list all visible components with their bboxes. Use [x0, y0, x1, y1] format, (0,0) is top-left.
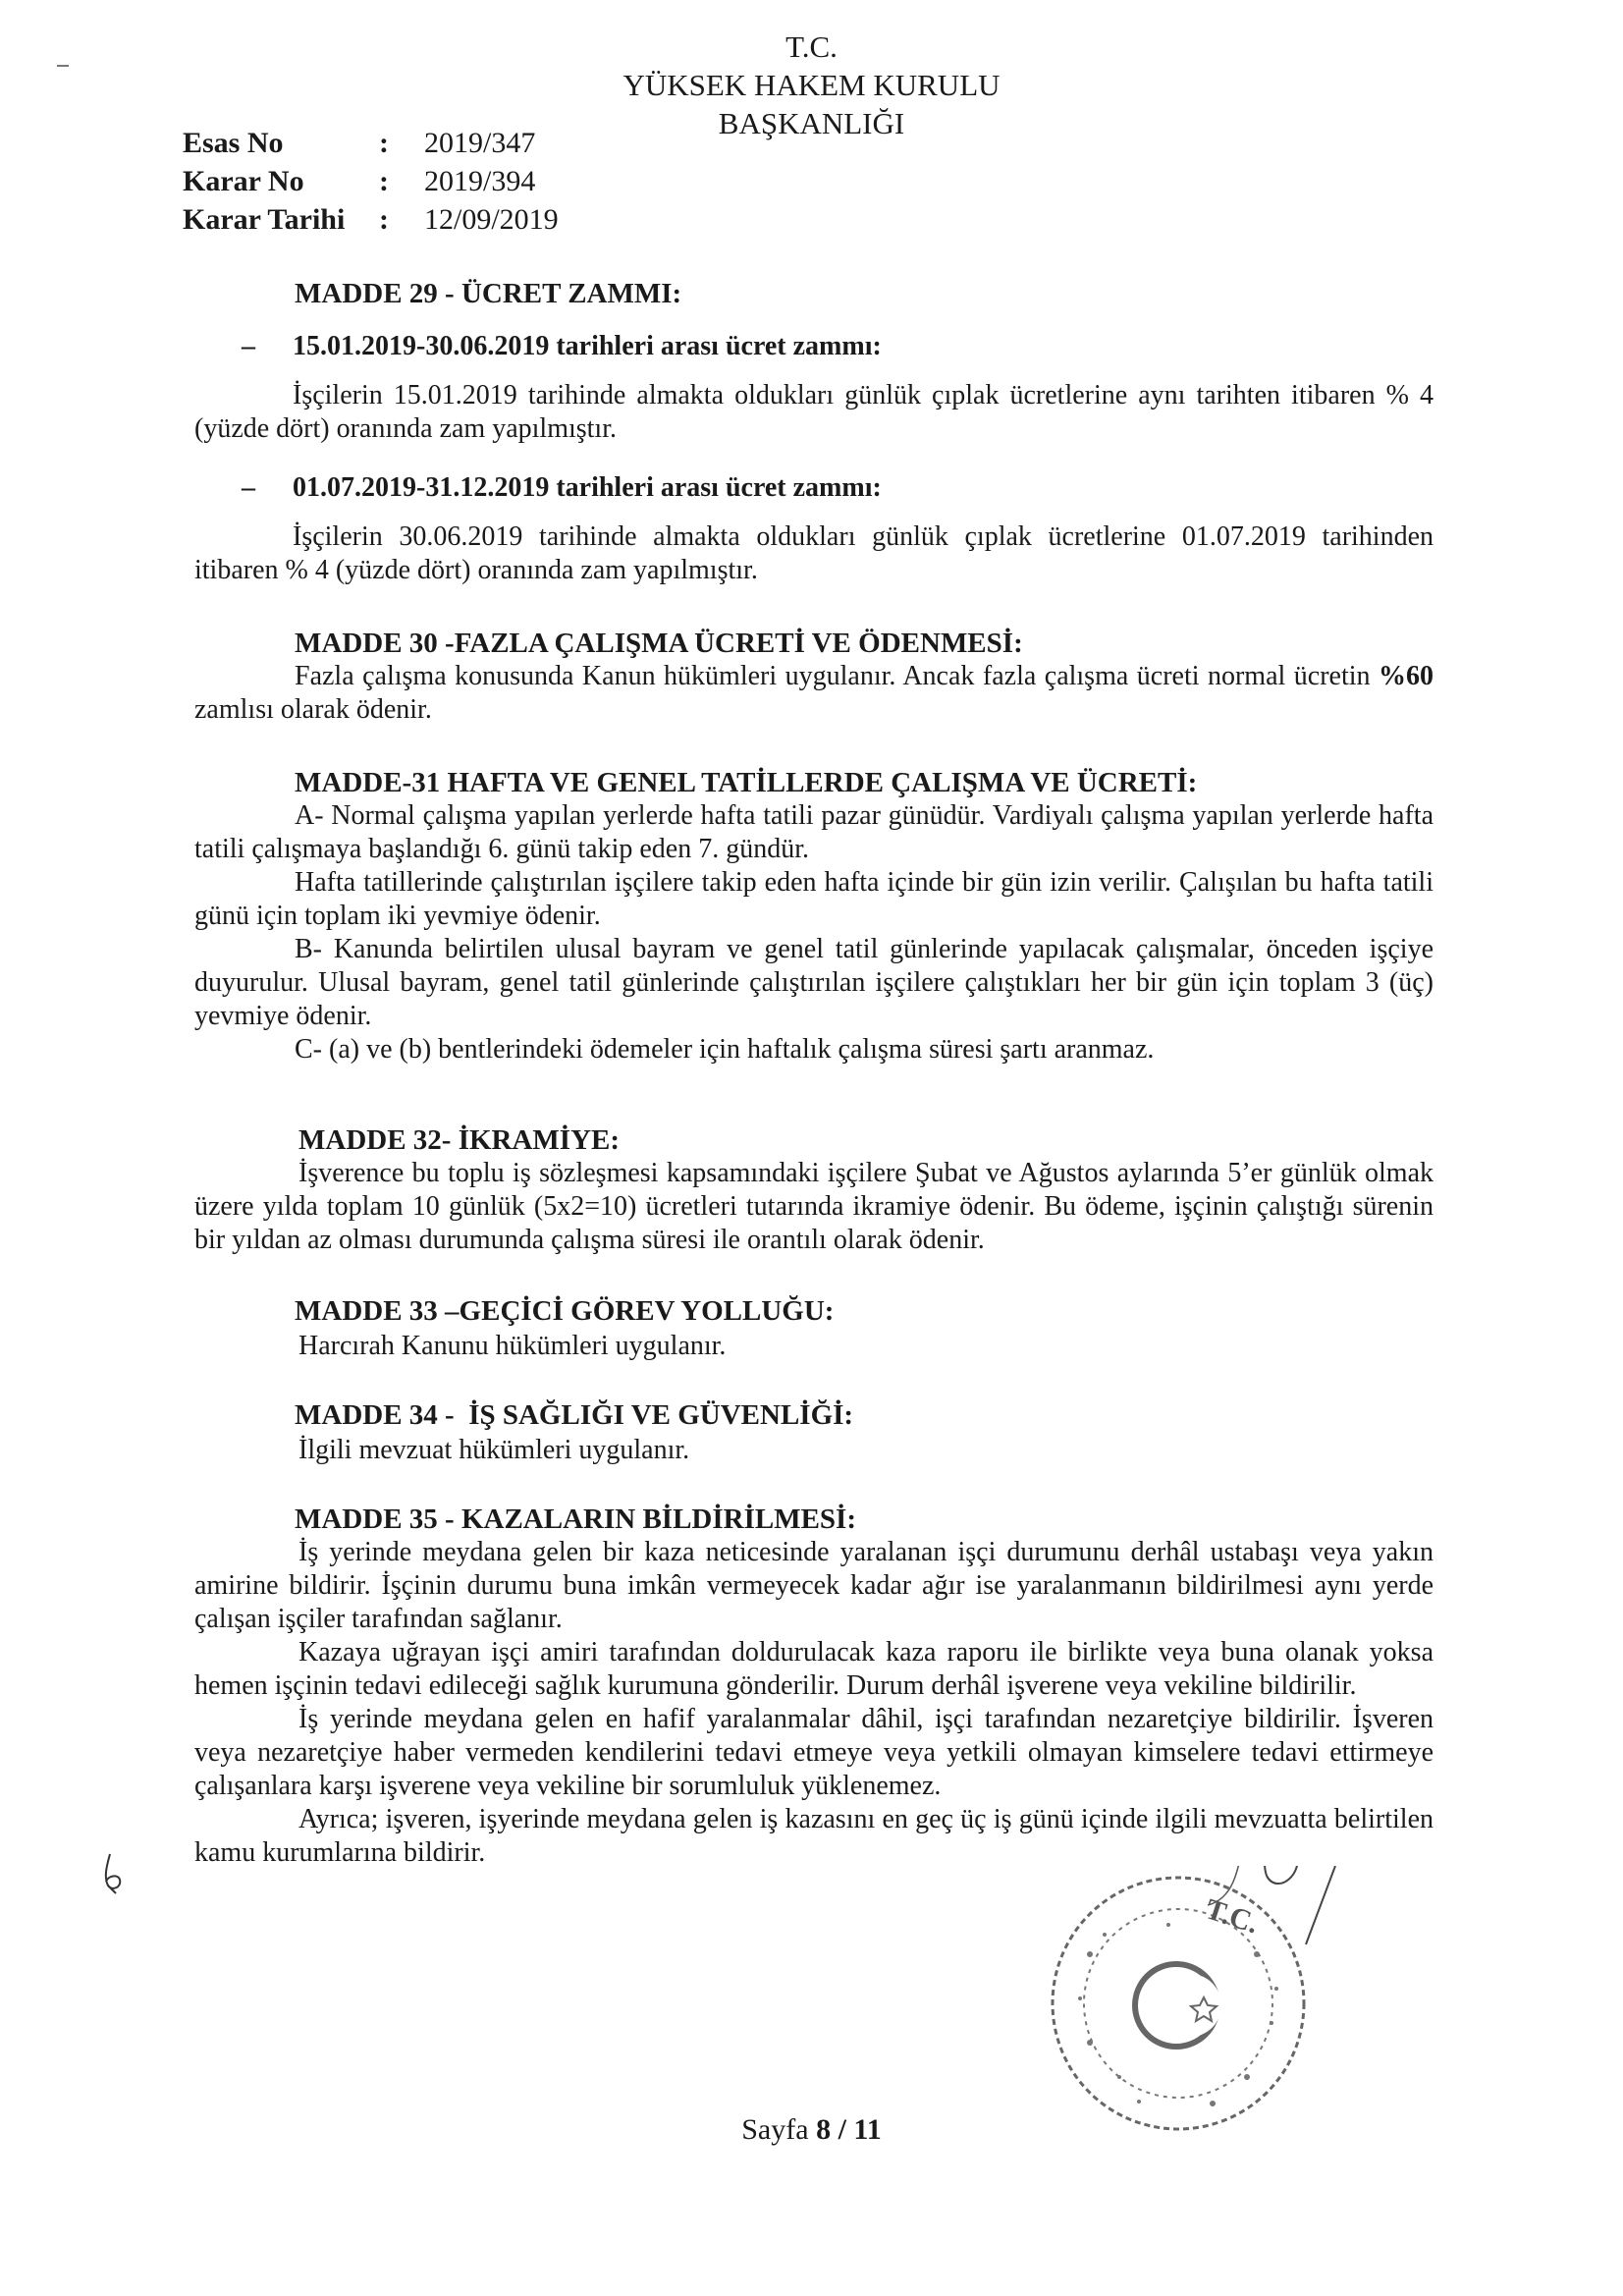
madde-31-title: MADDE-31 HAFTA VE GENEL TATİLLERDE ÇALIŞMA VE ÜCRETİ: [295, 767, 1198, 798]
madde-33-paragraph: Harcırah Kanunu hükümleri uygulanır. [298, 1331, 727, 1361]
madde-31-paragraph-c: C- (a) ve (b) bentlerindeki ödemeler için haftalık çalışma süresi şartı aranmaz. [295, 1034, 1155, 1065]
meta-label: Karar No [183, 165, 304, 197]
madde-33-text [298, 1330, 1434, 1363]
madde-29-title: MADDE 29 - ÜCRET ZAMMI: [295, 278, 682, 309]
meta-value: 12/09/2019 [424, 203, 559, 236]
meta-value: 2019/347 [424, 127, 536, 159]
meta-label: Esas No [183, 127, 284, 159]
madde-29-period2-title: – 01.07.2019-31.12.2019 tarihleri arası ücret zammı: [242, 472, 882, 503]
period2-paragraph: İşçilerin 30.06.2019 tarihinde almakta oldukları günlük çıplak ücretlerine 01.07.2019 tarihinden itibaren % 4 (yüzde dört) oranında zam yapılmıştır. [194, 521, 1434, 585]
madde-35-body [194, 1536, 1434, 1870]
madde-35-paragraph-1: İş yerinde meydana gelen bir kaza neticesinde yaralanan işçi durumunu derhâl ustabaşı veya yakın amirine bildirir. İşçinin durumu buna imkân vermeyecek kadar ağır ise yaralanmanın bildirilmesi aynı yerde çalışan işçiler tarafından sağlanır. [194, 1537, 1434, 1634]
madde-29-period2-text [194, 520, 1434, 587]
madde-31-paragraph-hafta: Hafta tatillerinde çalıştırılan işçilere takip eden hafta içinde bir gün izin verilir. Çalışılan bu hafta tatili günü için toplam iki yevmiye ödenir. [194, 867, 1434, 931]
madde-32-title: MADDE 32- İKRAMİYE: [298, 1124, 621, 1156]
period1-paragraph: İşçilerin 15.01.2019 tarihinde almakta oldukları günlük çıplak ücretlerine aynı tarihten itibaren % 4 (yüzde dört) oranında zam yapılmıştır. [194, 380, 1434, 444]
madde-34-title: MADDE 34 - İŞ SAĞLIĞI VE GÜVENLİĞİ: [295, 1399, 854, 1431]
madde-35-paragraph-3: İş yerinde meydana gelen en hafif yaralanmalar dâhil, işçi tarafından nezaretçiye bildirilir. İşveren veya nezaretçiye haber vermeden kendilerini tedavi etmeye veya yetkili olmayan kimselere tedavi ettirmeye çalışanlara karşı işverene veya vekiline bir sorumluluk yüklenemez. [194, 1704, 1434, 1801]
madde-35-paragraph-2: Kazaya uğrayan işçi amiri tarafından doldurulacak kaza raporu ile birlikte veya buna olanak yoksa hemen işçinin tedavi edileceği sağlık kurumuna gönderilir. Durum derhâl işverene veya vekiline bildirilir. [194, 1637, 1434, 1701]
madde-30-text-after: zamlısı olarak ödenir. [194, 694, 432, 725]
madde-35-paragraph-4: Ayrıca; işveren, işyerinde meydana gelen iş kazasını en geç üç iş günü içinde ilgili mevzuatta belirtilen kamu kurumlarına bildirir. [194, 1804, 1434, 1868]
madde-31-body [194, 799, 1434, 1066]
madde-33-title: MADDE 33 –GEÇİCİ GÖREV YOLLUĞU: [295, 1295, 835, 1327]
madde-31-paragraph-a: A- Normal çalışma yapılan yerlerde hafta tatili pazar günüdür. Vardiyalı çalışma yapılan yerlerde hafta tatili çalışmaya başlandığı 6. günü takip eden 7. gündür. [194, 800, 1434, 864]
madde-30-title: MADDE 30 -FAZLA ÇALIŞMA ÜCRETİ VE ÖDENMESİ: [295, 628, 1023, 659]
madde-29-period1-text [194, 379, 1434, 446]
seal-text: T.C. [1201, 1892, 1263, 1941]
madde-34-text [298, 1434, 1434, 1467]
meta-separator: : [379, 203, 389, 236]
madde-30-paragraph [194, 660, 1434, 727]
meta-row-tarih [183, 200, 559, 239]
madde-34-paragraph: İlgili mevzuat hükümleri uygulanır. [298, 1435, 690, 1465]
case-metadata [183, 124, 559, 239]
madde-32-paragraph: İşverence bu toplu iş sözleşmesi kapsamındaki işçilere Şubat ve Ağustos aylarında 5’er günlük olmak üzere yılda toplam 10 günlük (5x2=10) ücretleri tutarında ikramiye ödenir. Bu ödeme, işçinin çalıştığı sürenin bir yıldan az olması durumunda çalışma süresi ile orantılı olarak ödenir. [194, 1158, 1434, 1255]
meta-separator: : [379, 127, 389, 159]
margin-initial-mark [96, 1848, 135, 1906]
madde-31-paragraph-b: B- Kanunda belirtilen ulusal bayram ve genel tatil günlerinde yapılacak çalışmalar, önceden işçiye duyurulur. Ulusal bayram, genel tatil günlerinde çalıştırılan işçilere çalıştıkları her bir gün için toplam 3 (üç) yevmiye ödenir. [194, 934, 1434, 1031]
meta-row-karar [183, 162, 559, 200]
meta-separator: : [379, 165, 389, 197]
page-prefix: Sayfa [741, 2113, 817, 2146]
header-department: BAŞKANLIĞI [718, 106, 905, 140]
period1-title-text: 15.01.2019-30.06.2019 tarihleri arası ücret zammı: [293, 331, 882, 361]
page-number [0, 2113, 1623, 2147]
meta-row-esas [183, 124, 559, 162]
madde-35-title: MADDE 35 - KAZALARIN BİLDİRİLMESİ: [295, 1503, 856, 1535]
period2-title-text: 01.07.2019-31.12.2019 tarihleri arası ücret zammı: [293, 472, 882, 503]
madde-30-text [194, 660, 1434, 727]
meta-label: Karar Tarihi [183, 203, 346, 236]
madde-32-text [194, 1157, 1434, 1257]
meta-value: 2019/394 [424, 165, 536, 197]
header-tc: T.C. [785, 29, 838, 64]
initial-scribble-icon [96, 1848, 135, 1897]
madde-29-period1-title: – 15.01.2019-30.06.2019 tarihleri arası ücret zammı: [242, 331, 882, 361]
madde-30-rate: %60 [1379, 661, 1434, 691]
header-institution: YÜKSEK HAKEM KURULU [622, 68, 1001, 102]
madde-30-text-before: Fazla çalışma konusunda Kanun hükümleri uygulanır. Ancak fazla çalışma ücreti normal ücretin [295, 661, 1379, 691]
signature-stroke [1306, 1866, 1335, 1944]
signature-stroke [1265, 1866, 1306, 1884]
page-value: 8 / 11 [816, 2113, 882, 2146]
